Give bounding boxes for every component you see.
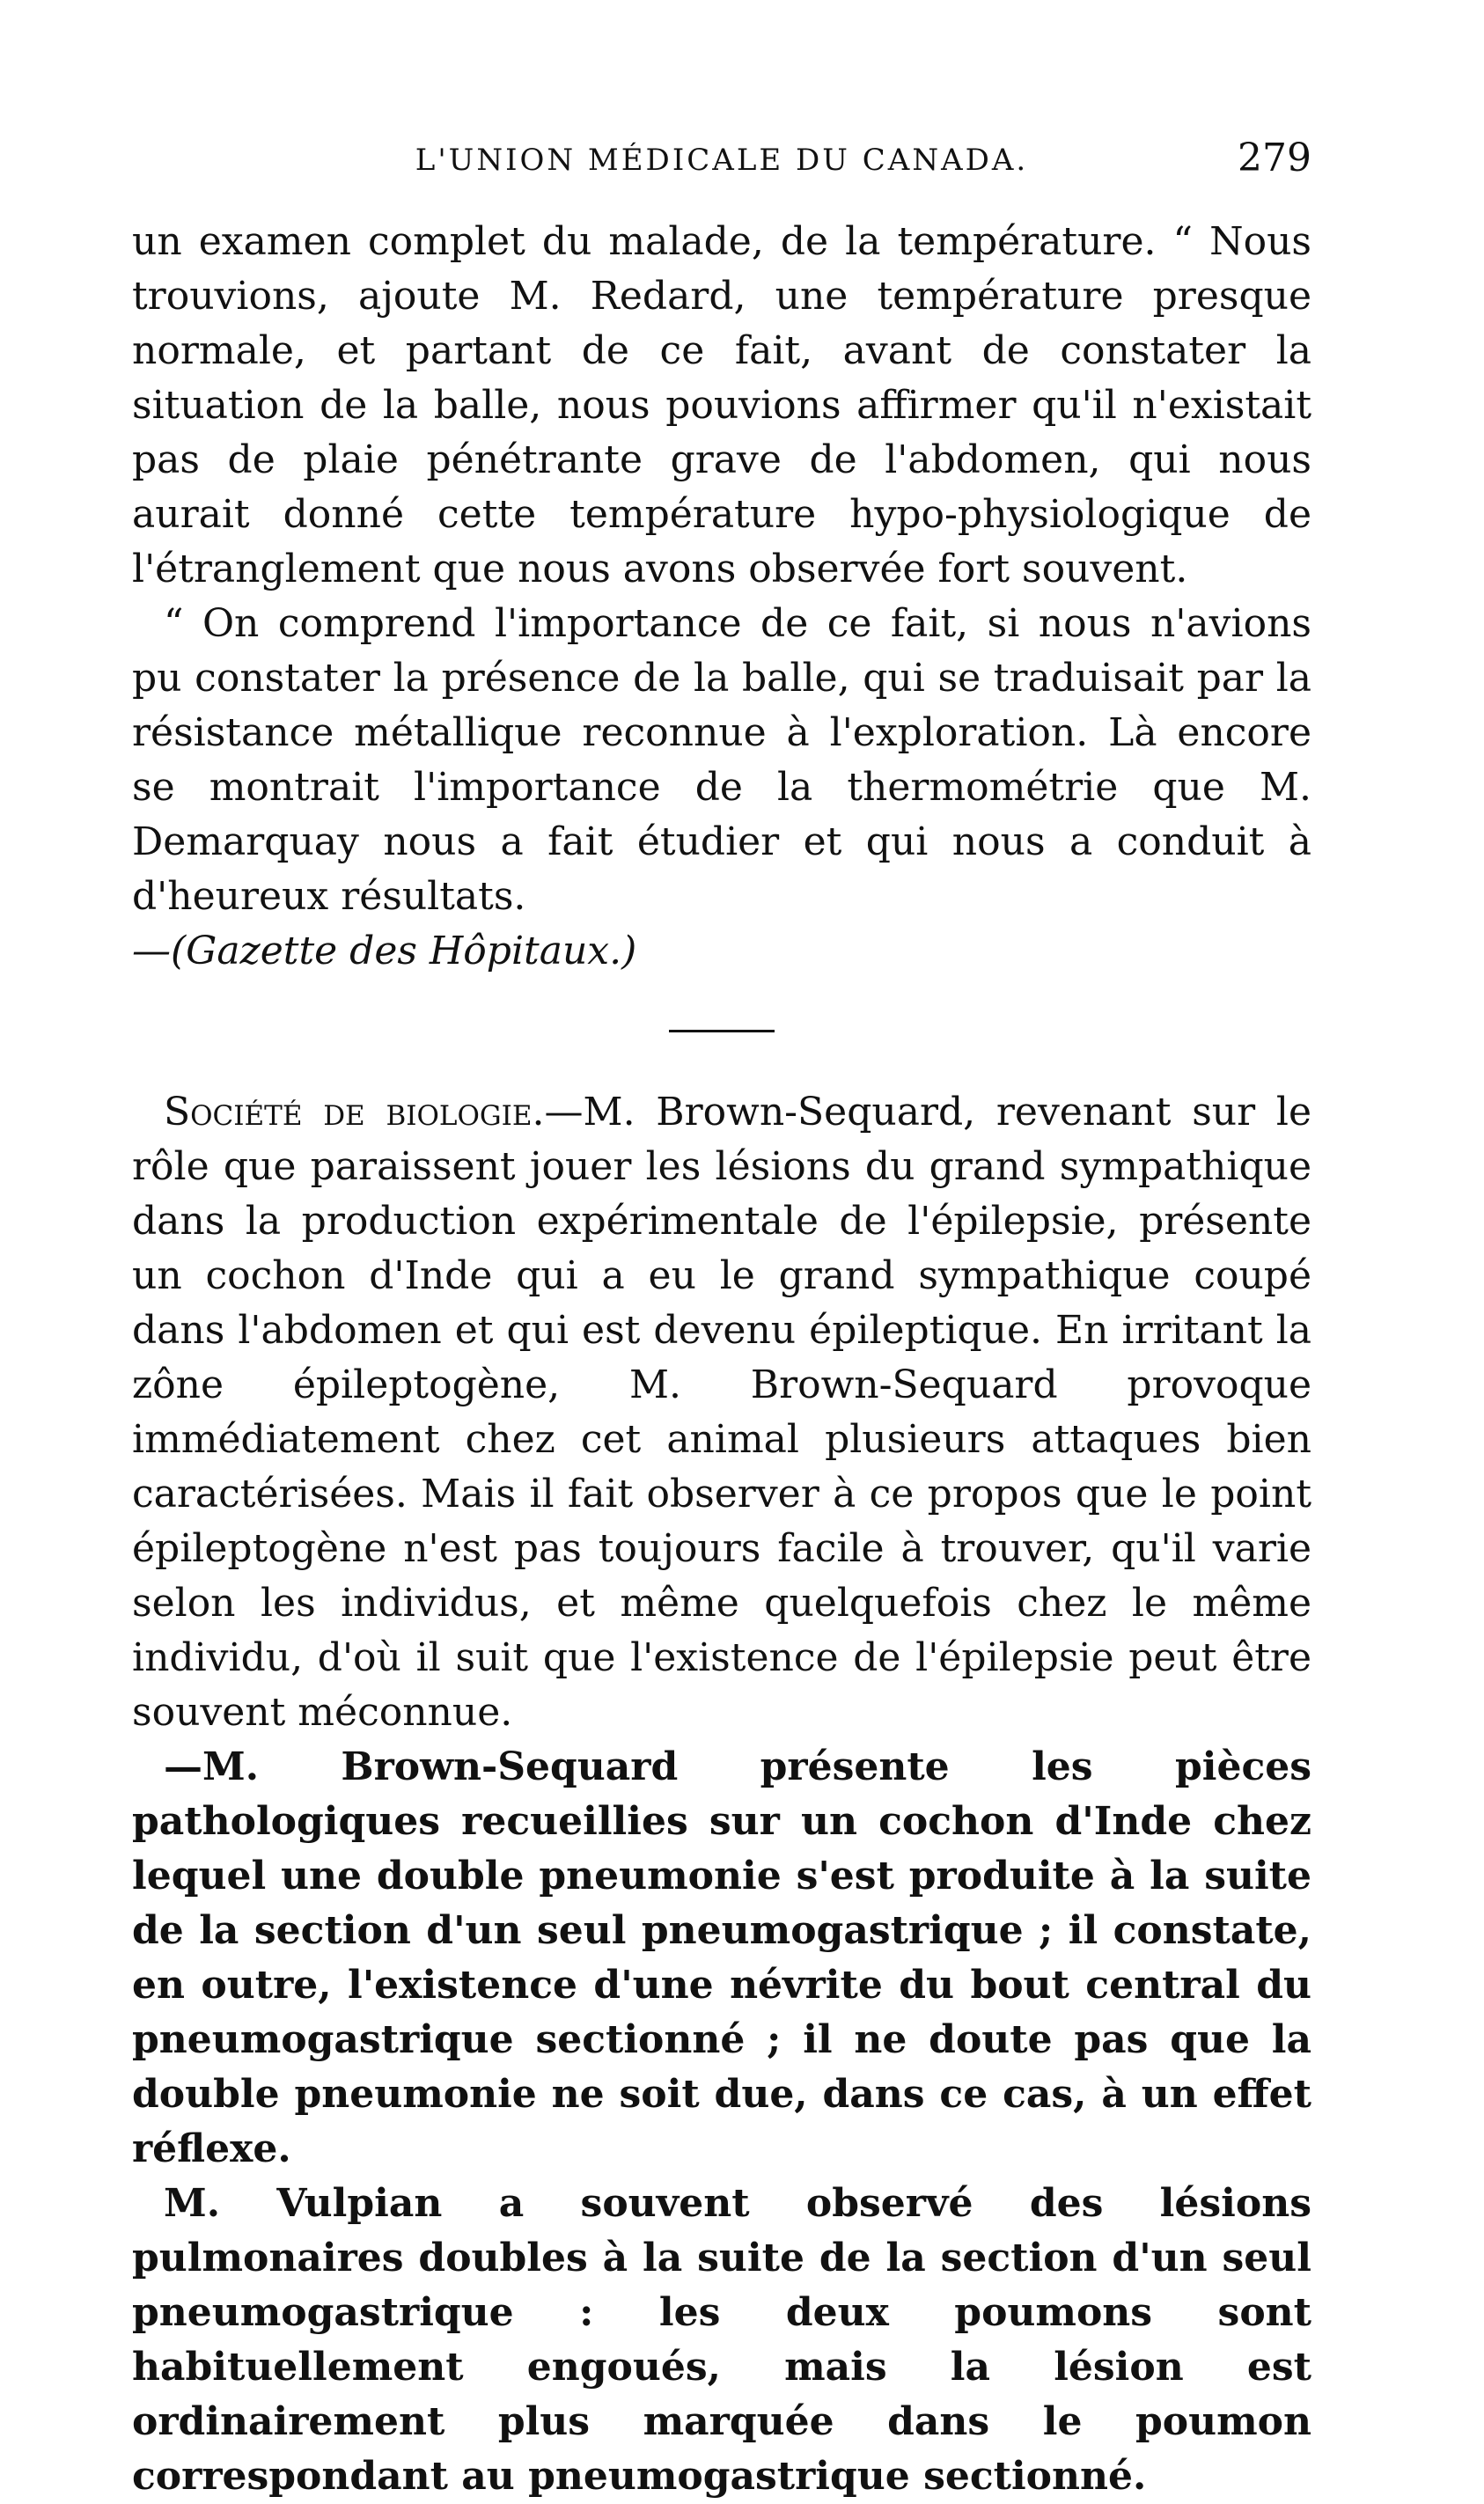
source-citation: —(Gazette des Hôpitaux.) (132, 929, 637, 973)
paragraph-biologie-text: —M. Brown-Sequard, revenant sur le rôle que paraissent jouer les lésions du grand sympathique dans la production expérimentale de l'épilepsie, présente un cochon d'Inde qui a eu le grand sympathique coupé dans l'abdomen et qui est devenu épileptique. En irritant la zône épileptogène, M. Brown-Sequard provoque immédiatement chez cet animal plusieurs attaques bien caractérisées. Mais il fait observer à ce propos que le point épileptogène n'est pas toujours facile à trouver, qu'il varie selon les individus, et même quelquefois chez le même individu, d'où il suit que l'existence de l'épilepsie peut être souvent méconnue. (132, 1090, 1312, 1735)
paragraph-importance: “ On comprend l'importance de ce fait, si nous n'avions pu constater la présence de la balle, qui se traduisait par la résistance métallique reconnue à l'exploration. Là encore se montrait l'importance de la thermométrie que M. Demarquay nous a fait étudier et qui nous a conduit à d'heureux résultats. (132, 601, 1311, 919)
paragraph-biologie (132, 1085, 1311, 1740)
section-heading: Société de biologie. (164, 1090, 545, 1135)
paragraph-vulpian: M. Vulpian a souvent observé des lésions pulmonaires doubles à la suite de la section d'un seul pneumogastrique : les deux poumons sont habituellement engoués, mais la lésion est ordinairement plus marquée dans le poumon correspondant au pneumogastrique sectionné. (132, 2181, 1311, 2499)
document-page (132, 132, 1312, 2499)
section-divider (669, 1030, 775, 1032)
page-number: 279 (1238, 136, 1311, 180)
running-header (132, 132, 1311, 194)
paragraph-pneumonie: —M. Brown-Sequard présente les pièces pathologiques recueillies sur un cochon d'Inde chez lequel une double pneumonie s'est produite à la suite de la section d'un seul pneumogastrique ; il constate, en outre, l'existence d'une névrite du bout central du pneumogastrique sectionné ; il ne doute pas que la double pneumonie ne soit due, dans ce cas, à un effet réflexe. (132, 1744, 1311, 2171)
article-body (132, 215, 1311, 2504)
journal-title: L'UNION MÉDICALE DU CANADA. (415, 143, 1029, 178)
paragraph-temperature: un examen complet du malade, de la température. “ Nous trouvions, ajoute M. Redard, une température presque normale, et partant de ce fait, avant de constater la situation de la balle, nous pouvions affirmer qu'il n'existait pas de plaie pénétrante grave de l'abdomen, qui nous aurait donné cette température hypo-physiologique de l'étranglement que nous avons observée fort souvent. (132, 219, 1311, 591)
